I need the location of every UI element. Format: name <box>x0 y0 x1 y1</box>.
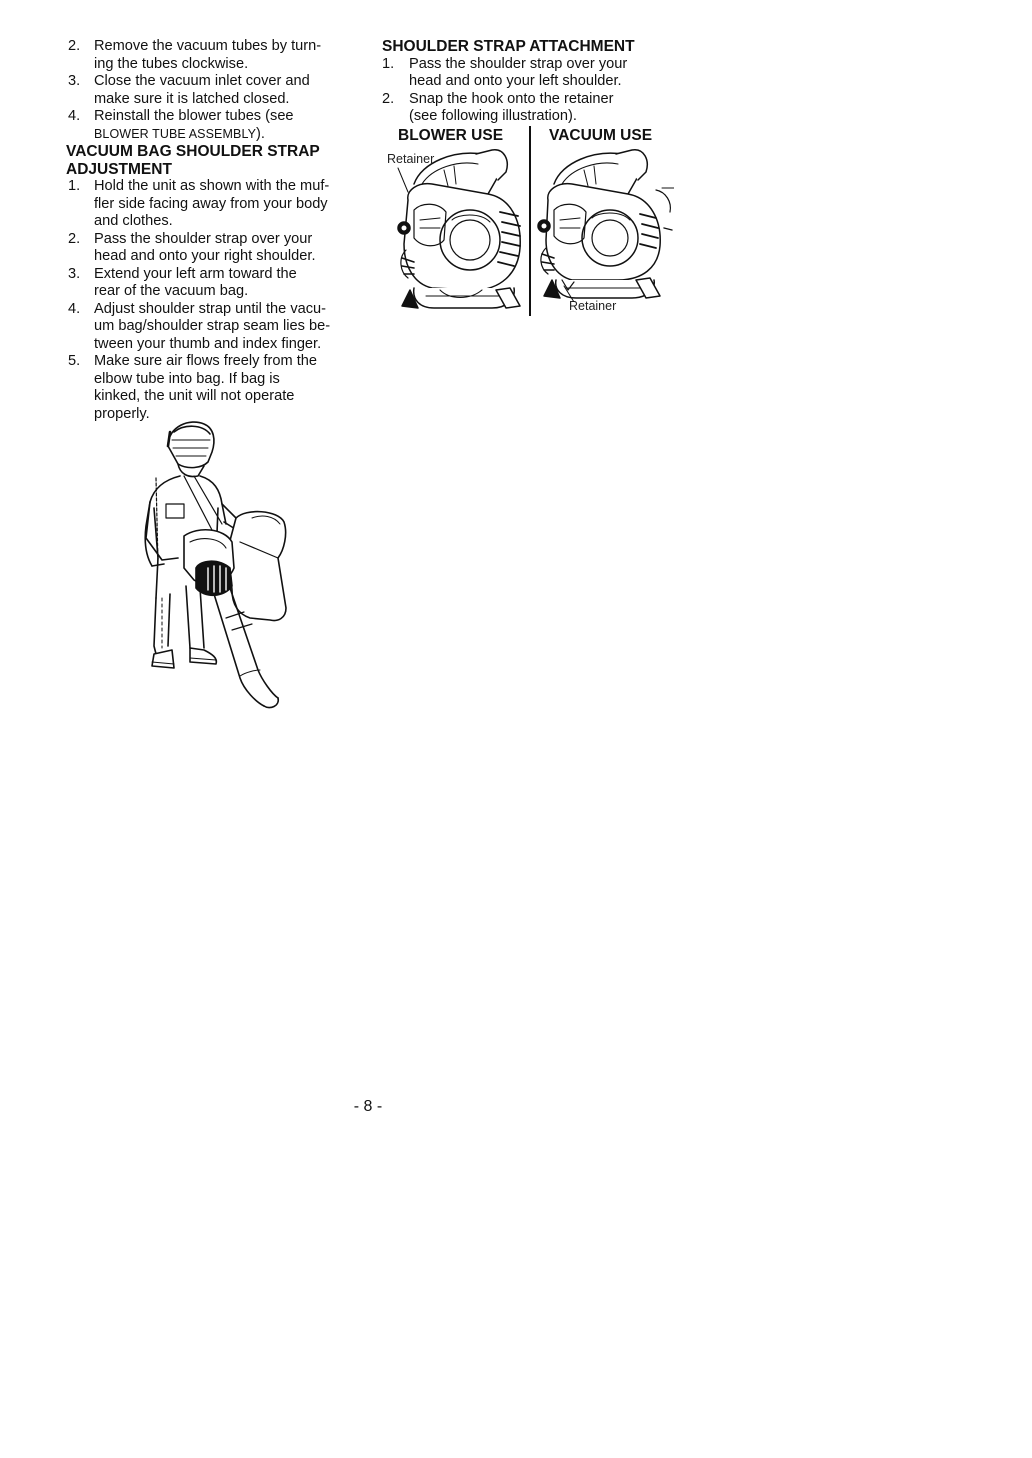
blower-use-illustration <box>392 140 530 316</box>
step-line: ing the tubes clockwise. <box>94 55 249 72</box>
step-line: um bag/shoulder strap seam lies be- <box>94 318 331 334</box>
list-item: 1. Pass the shoulder strap over your head and onto your left shoulder. <box>382 55 628 89</box>
step-line: Snap the hook onto the retainer <box>409 90 614 107</box>
shoulder-strap-steps <box>382 56 672 126</box>
step-line: properly. <box>94 405 150 422</box>
continued-steps-list <box>66 38 364 143</box>
vacuum-bag-strap-steps <box>66 178 364 423</box>
step-line: fler side facing away from your body <box>94 195 328 212</box>
step-line: rear of the vacuum bag. <box>94 283 249 299</box>
list-item: 3. Extend your left arm toward the rear of the vacuum bag. <box>68 265 297 299</box>
step-line: head and onto your left shoulder. <box>409 73 622 89</box>
operator-illustration <box>128 418 300 720</box>
step-line: Adjust shoulder strap until the vacu- <box>94 300 327 317</box>
step-line: and clothes. <box>94 213 173 229</box>
step-line: Hold the unit as shown with the muf- <box>94 178 330 194</box>
list-item: 1. Hold the unit as shown with the muf- fler side facing away from your body and clothes. <box>68 178 330 229</box>
step-line: Reinstall the blower tubes (see <box>94 108 294 124</box>
step-line: (see following illustration). <box>409 108 577 124</box>
step-line: Extend your left arm toward the <box>94 265 297 282</box>
vacuum-use-illustration <box>536 140 674 302</box>
step-line: Pass the shoulder strap over your <box>94 230 313 247</box>
retainer-label-blower: Retainer <box>387 152 435 166</box>
left-column <box>66 38 364 423</box>
cross-reference: BLOWER TUBE ASSEMBLY <box>94 126 257 141</box>
list-item: 4. Reinstall the blower tubes (see BLOWER TUBE ASSEMBLY). <box>68 108 294 142</box>
retainer-label-vacuum: Retainer <box>569 299 617 313</box>
list-item: 4. Adjust shoulder strap until the vacu- um bag/shoulder strap seam lies be- tween your thumb and index finger. <box>68 300 331 352</box>
right-column <box>382 38 672 147</box>
ref-suffix: ). <box>256 125 265 142</box>
step-line: Make sure air flows freely from the <box>94 353 318 369</box>
section-heading-vacuum-bag-strap: VACUUM BAG SHOULDER STRAP ADJUSTMENT <box>66 143 320 178</box>
vacuum-use-heading: VACUUM USE <box>549 126 653 144</box>
list-item: 5. Make sure air flows freely from the elbow tube into bag. If bag is kinked, the unit will not operate properly. <box>68 353 318 422</box>
page-number: - 8 - <box>353 1098 383 1115</box>
step-line: tween your thumb and index finger. <box>94 335 322 352</box>
blower-use-heading: BLOWER USE <box>398 126 504 144</box>
list-item: 2. Snap the hook onto the retainer (see following illustration). <box>382 90 614 124</box>
list-item: 3. Close the vacuum inlet cover and make sure it is latched closed. <box>68 73 310 107</box>
section-heading-shoulder-strap: SHOULDER STRAP ATTACHMENT <box>382 38 635 55</box>
list-item: 2. Pass the shoulder strap over your head and onto your right shoulder. <box>68 230 316 264</box>
step-line: head and onto your right shoulder. <box>94 248 316 264</box>
step-line: Remove the vacuum tubes by turn- <box>94 38 322 54</box>
step-line: kinked, the unit will not operate <box>94 388 295 404</box>
step-line: Pass the shoulder strap over your <box>409 55 628 72</box>
list-item: 2. Remove the vacuum tubes by turn- ing the tubes clockwise. <box>68 38 322 72</box>
step-line: Close the vacuum inlet cover and <box>94 73 310 89</box>
step-line: make sure it is latched closed. <box>94 90 290 107</box>
step-line: elbow tube into bag. If bag is <box>94 370 280 387</box>
